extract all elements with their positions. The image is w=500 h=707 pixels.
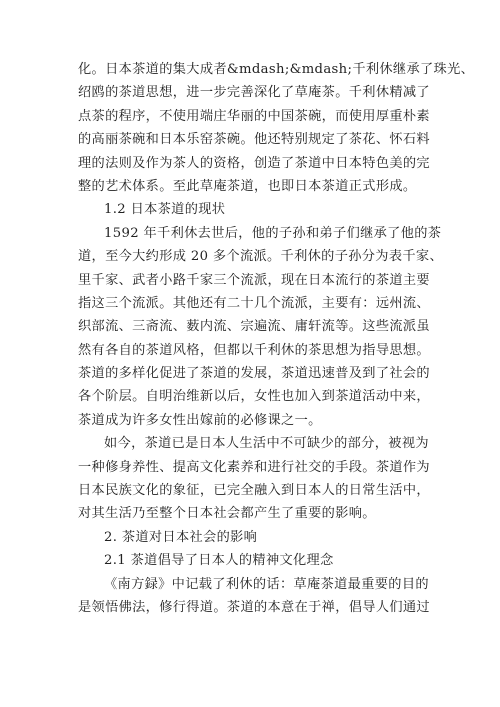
body-line: 各个阶层。自明治维新以后，女性也加入到茶道活动中来， — [78, 389, 430, 405]
body-line: 茶道的多样化促进了茶道的发展，茶道迅速普及到了社会的 — [78, 366, 430, 382]
body-line: 的高丽茶碗和日本乐窑茶碗。他还特别规定了茶花、怀石料 — [78, 132, 430, 148]
body-line: 道，至今大约形成 20 多个流派。千利休的子孙分为表千家、 — [78, 249, 443, 265]
body-line: 整的艺术体系。至此草庵茶道，也即日本茶道正式形成。 — [78, 178, 417, 194]
body-line: 是领悟佛法，修行得道。茶道的本意在于禅，倡导人们通过 — [78, 599, 430, 615]
body-line: 《南方録》中记载了利休的话：草庵茶道最重要的目的 — [104, 576, 429, 592]
body-line: 里千家、武者小路千家三个流派，现在日本流行的茶道主要 — [78, 272, 430, 288]
body-line: 日本民族文化的象征，已完全融入到日本人的日常生活中， — [78, 483, 430, 499]
body-line: 1592 年千利休去世后，他的子孙和弟子们继承了他的茶 — [104, 225, 442, 241]
body-line: 织部流、三斋流、薮内流、宗遍流、庸轩流等。这些流派虽 — [78, 319, 430, 335]
body-line: 点茶的程序，不使用端庄华丽的中国茶碗，而使用厚重朴素 — [78, 108, 430, 124]
section-heading: 1.2 日本茶道的现状 — [104, 202, 226, 218]
body-line: 然有各自的茶道风格，但都以千利休的茶思想为指导思想。 — [78, 342, 430, 358]
body-line: 化。日本茶道的集大成者&mdash;&mdash;千利休继承了珠光、 — [78, 62, 475, 77]
body-line: 茶道成为许多女性出嫁前的必修课之一。 — [78, 412, 322, 428]
body-line: 如今，茶道已是日本人生活中不可缺少的部分，被视为 — [104, 436, 429, 452]
body-line: 对其生活乃至整个日本社会都产生了重要的影响。 — [78, 506, 376, 522]
section-heading: 2. 茶道对日本社会的影响 — [104, 529, 258, 545]
body-line: 指这三个流派。其他还有二十几个流派，主要有：远州流、 — [78, 295, 430, 311]
body-line: 一种修身养性、提高文化素养和进行社交的手段。茶道作为 — [78, 459, 430, 475]
document-page — [78, 58, 475, 619]
body-line: 理的法则及作为茶人的资格，创造了茶道中日本特色美的完 — [78, 155, 430, 171]
body-line: 绍鸥的茶道思想，进一步完善深化了草庵茶。千利休精减了 — [78, 85, 430, 101]
section-heading: 2.1 茶道倡导了日本人的精神文化理念 — [104, 553, 334, 569]
